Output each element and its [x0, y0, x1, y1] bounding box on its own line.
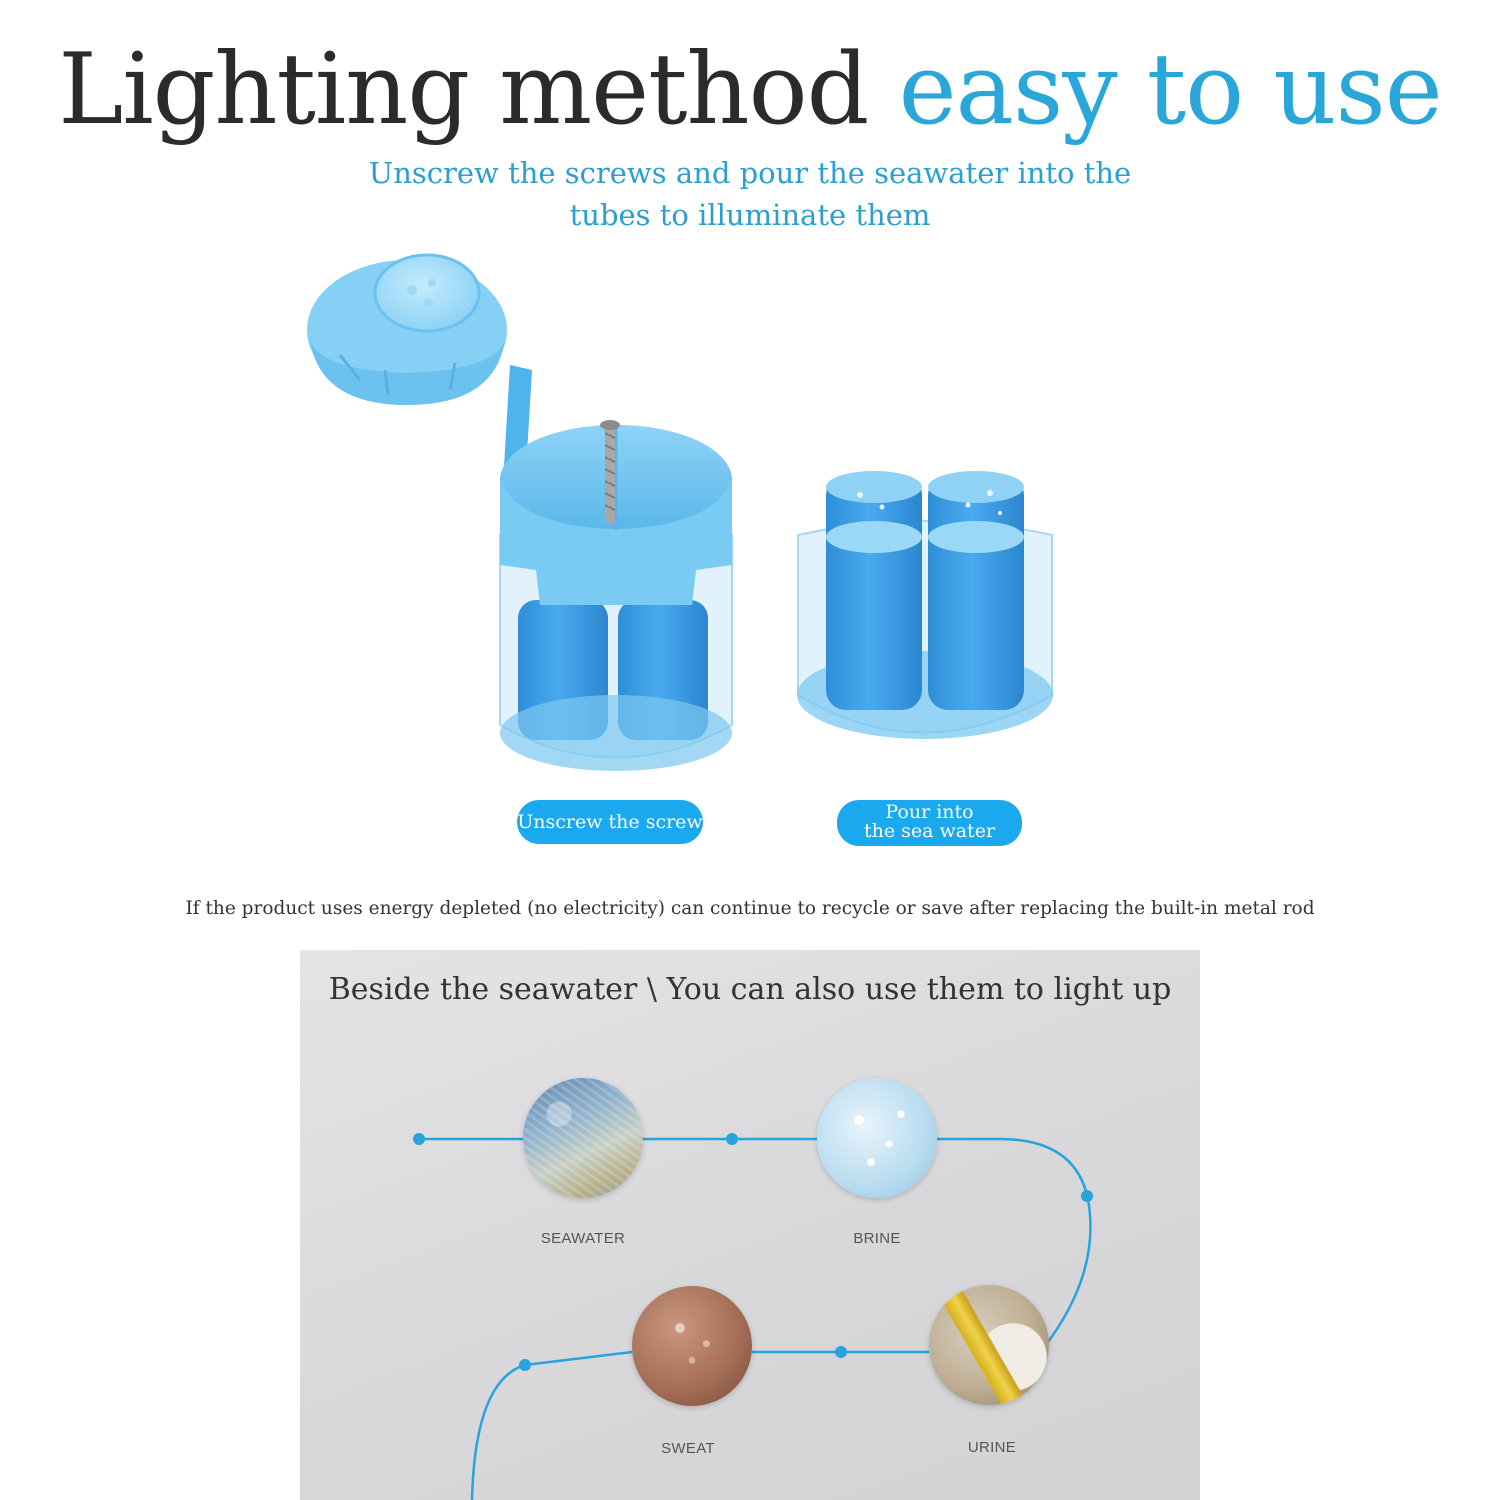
title-main: Lighting method [58, 33, 869, 147]
urine-swatch [929, 1285, 1049, 1405]
brine-label: BRINE [853, 1230, 901, 1247]
subtitle [300, 152, 1200, 236]
subtitle-line-2: tubes to illuminate them [569, 198, 931, 232]
panel-title: Beside the seawater \ You can also use them to light up [328, 972, 1172, 1007]
path-node [413, 1133, 425, 1145]
path-node [1081, 1190, 1093, 1202]
page-title [0, 30, 1500, 150]
step-pour-badge [837, 800, 1022, 846]
brine-swatch [817, 1078, 937, 1198]
title-accent: easy to use [898, 33, 1442, 147]
step-pour-label-line-1: Pour into [885, 801, 974, 823]
path-node [726, 1133, 738, 1145]
step-unscrew-badge [517, 800, 703, 844]
lamp-product-closed [797, 471, 1053, 739]
lamp-product-open [307, 255, 732, 771]
sweat-label: SWEAT [661, 1440, 715, 1457]
step-unscrew-label: Unscrew the screw [517, 811, 703, 833]
subtitle-line-1: Unscrew the screws and pour the seawater into the [368, 156, 1132, 190]
urine-label: URINE [967, 1439, 1017, 1456]
path-node [835, 1346, 847, 1358]
sweat-swatch [632, 1286, 752, 1406]
usage-note: If the product uses energy depleted (no electricity) can continue to recycle or save after replacing the built-in metal rod [185, 898, 1315, 919]
connector-path [300, 950, 1200, 1500]
liquids-panel [300, 950, 1200, 1500]
path-node [519, 1359, 531, 1371]
seawater-label: SEAWATER [540, 1230, 626, 1247]
seawater-swatch [523, 1078, 643, 1198]
step-pour-label-line-2: the sea water [863, 820, 996, 842]
product-illustration [300, 245, 1160, 785]
